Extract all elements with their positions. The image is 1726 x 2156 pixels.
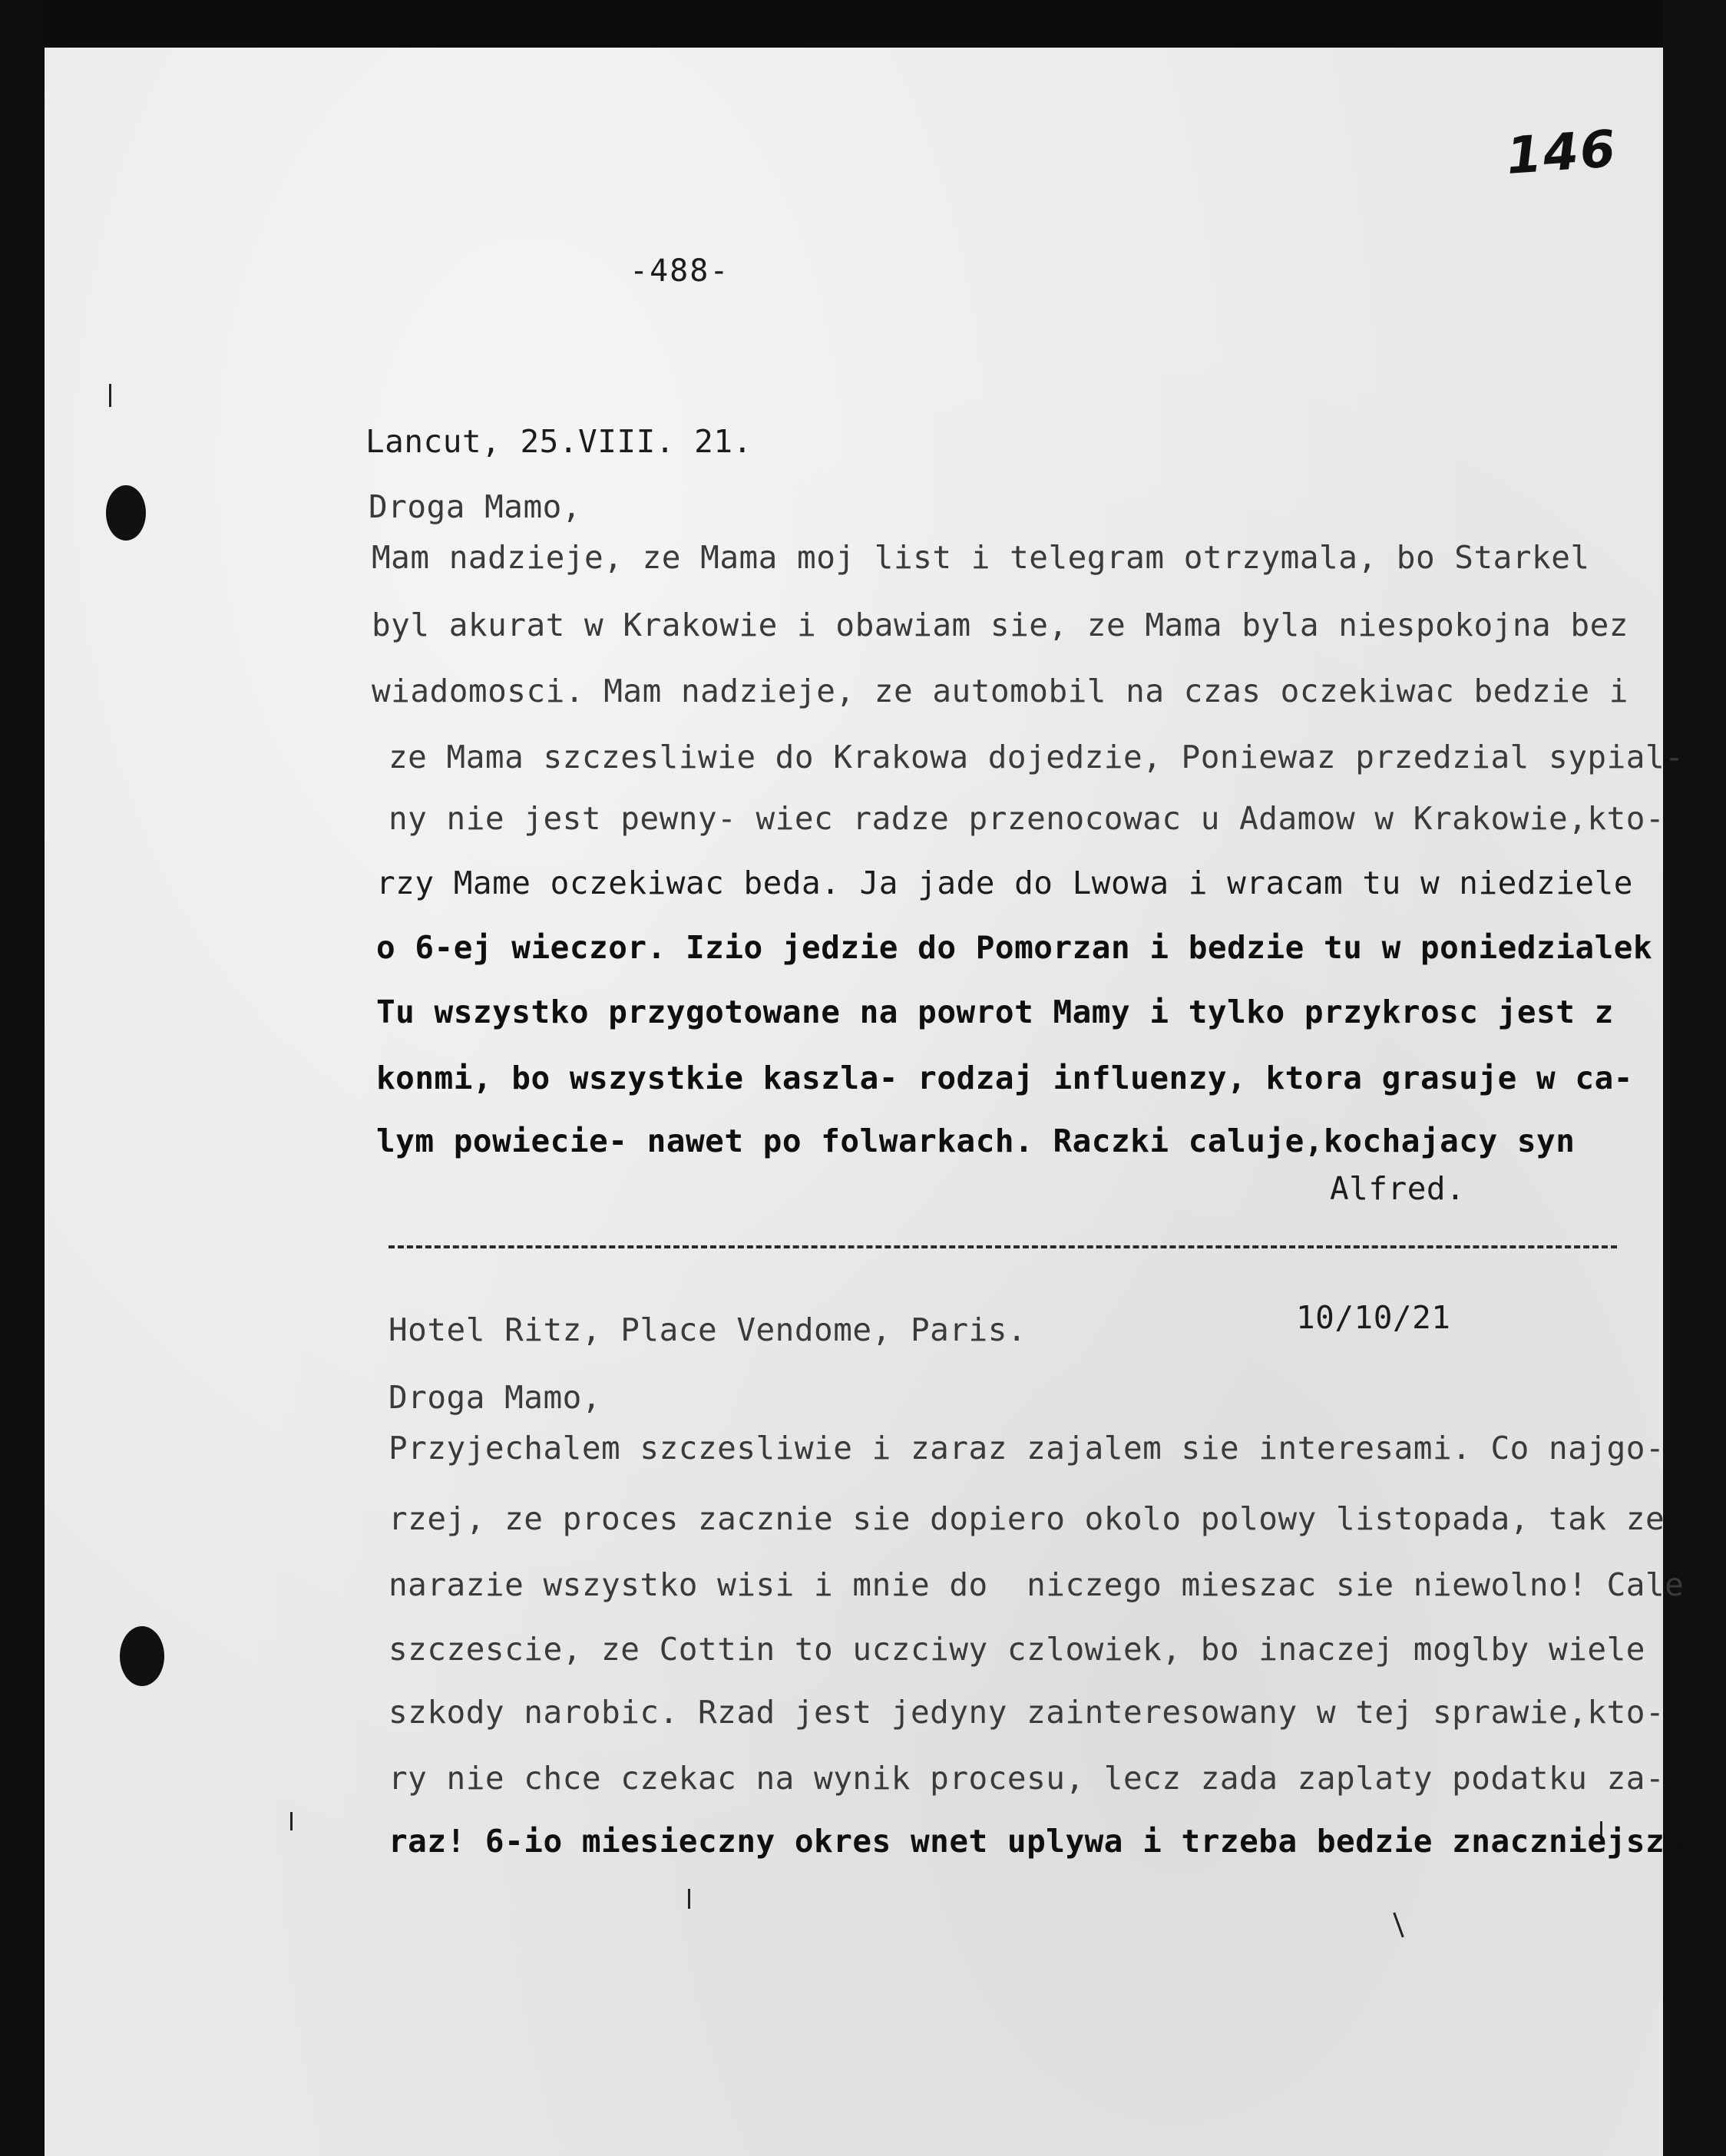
punch-hole-top — [106, 485, 146, 541]
letter2-place: Hotel Ritz, Place Vendome, Paris. — [389, 1311, 1027, 1348]
scan-mark — [290, 1812, 293, 1830]
archive-number: 146 — [1504, 119, 1619, 186]
letter1-line-3: wiadomosci. Mam nadzieje, ze automobil na czas oczekiwac bedzie i — [372, 673, 1628, 709]
letter1-line-5: ny nie jest pewny- wiec radze przenocowac u Adamow w Krakowie,kto- — [389, 800, 1665, 837]
letter2-line-3: narazie wszystko wisi i mnie do niczego mieszac sie niewolno! Cale — [389, 1566, 1685, 1603]
scan-border-top — [0, 0, 1726, 48]
letter-separator — [389, 1245, 1617, 1248]
letter1-line-7: o 6-ej wieczor. Izio jedzie do Pomorzan i bedzie tu w poniedzialek — [376, 929, 1653, 966]
letter2-line-5: szkody narobic. Rzad jest jedyny zainteresowany w tej sprawie,kto- — [389, 1694, 1665, 1731]
letter2-line-4: szczescie, ze Cottin to uczciwy czlowiek, bo inaczej moglby wiele — [389, 1631, 1645, 1668]
letter1-line-2: byl akurat w Krakowie i obawiam sie, ze Mama byla niespokojna bez — [372, 607, 1628, 643]
letter2-line-2: rzej, ze proces zacznie sie dopiero okolo polowy listopada, tak ze — [389, 1500, 1665, 1537]
letter1-salutation: Droga Mamo, — [369, 488, 582, 525]
letter1-signature: Alfred. — [1330, 1170, 1466, 1207]
scan-mark — [688, 1889, 690, 1909]
letter1-line-6: rzy Mame oczekiwac beda. Ja jade do Lwowa i wracam tu w niedziele — [376, 865, 1633, 901]
page-number: -488- — [630, 253, 730, 289]
letter2-line-1: Przyjechalem szczesliwie i zaraz zajalem sie interesami. Co najgo- — [389, 1430, 1665, 1467]
scan-mark — [109, 384, 111, 407]
letter2-line-6: ry nie chce czekac na wynik procesu, lecz zada zaplaty podatku za- — [389, 1760, 1665, 1797]
letter1-place-date: Lancut, 25.VIII. 21. — [365, 423, 752, 460]
letter1-line-8: Tu wszystko przygotowane na powrot Mamy i tylko przykrosc jest z — [376, 994, 1614, 1030]
punch-hole-bottom — [120, 1626, 164, 1686]
scan-border-left — [0, 0, 45, 2156]
letter1-line-9: konmi, bo wszystkie kaszla- rodzaj influenzy, ktora grasuje w ca- — [376, 1060, 1633, 1096]
letter1-line-10: lym powiecie- nawet po folwarkach. Raczki caluje,kochajacy syn — [376, 1123, 1576, 1159]
letter1-line-1: Mam nadzieje, ze Mama moj list i telegram otrzymala, bo Starkel — [372, 539, 1590, 576]
letter2-salutation: Droga Mamo, — [389, 1379, 602, 1416]
letter2-date: 10/10/21 — [1296, 1299, 1451, 1336]
letter1-line-4: ze Mama szczesliwie do Krakowa dojedzie, Poniewaz przedzial sypial- — [389, 739, 1685, 775]
letter2-line-7: raz! 6-io miesieczny okres wnet uplywa i trzeba bedzie znaczniejsza — [389, 1823, 1685, 1860]
